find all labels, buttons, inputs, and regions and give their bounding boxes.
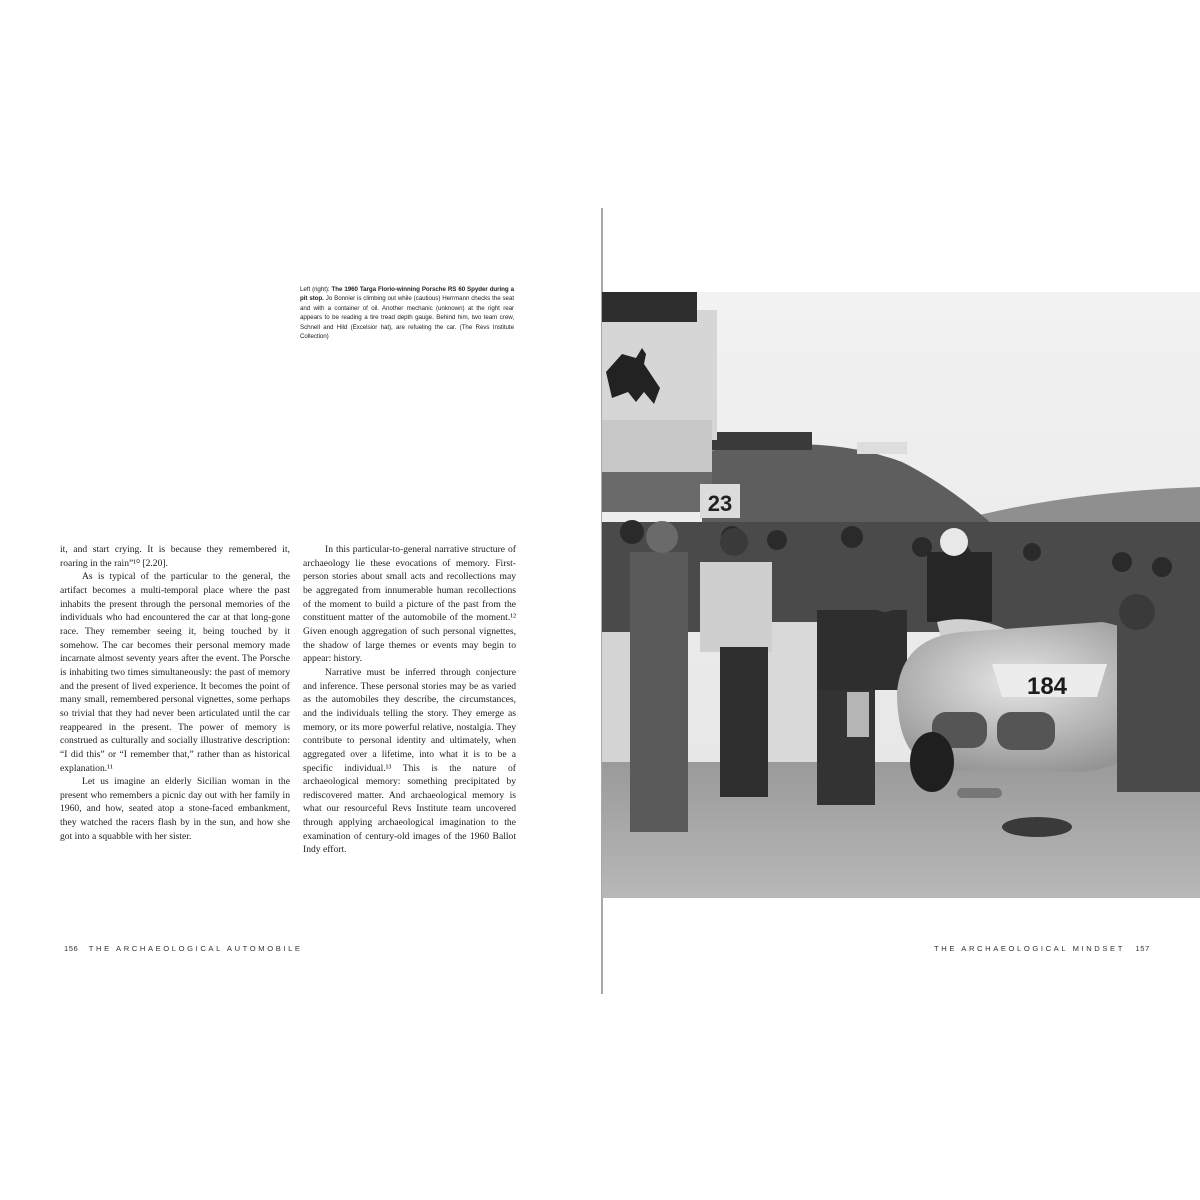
paragraph: In this particular-to-general narrative structure of archaeology lie these evocations of memory. First-person stories about small acts and recollections may be aggregated from innumerable human recollections of the moment to build a picture of the past from the constituent matter of the automobile of the moment.¹² Given enough aggregation of such personal vignettes, the shadow of large themes or events may begin to appear: history. bbox=[303, 544, 516, 665]
paragraph: Let us imagine an elderly Sicilian woman in the present who remembers a picnic day out with her family in 1960, and how, seated atop a stone-faced embankment, they watched the racers flash by in the sun, and how she got into a squabble with her sister. bbox=[60, 776, 290, 842]
caption-lead: Left (right): bbox=[300, 286, 330, 293]
paragraph: it, and start crying. It is because they remembered it, roaring in the rain”¹⁰ [2.20]. bbox=[60, 544, 290, 569]
race-number-23: 23 bbox=[707, 491, 733, 516]
paragraph: Narrative must be inferred through conjecture and inference. These personal stories may be as varied as the automobiles they describe, the circumstances, and the individuals telling the story. They emerge as memory, or its more powerful relative, nostalgia. They contribute to personal identity and ultimately, when aggregated over a lifetime, into what it is to be a specific individual.¹³ This is the nature of archaeological memory: something precipitated by rediscovered matter. And archaeological memory is what our resourceful Revs Institute team uncovered through applying archaeological imagination to the examination of century-old images of the 1960 Ballot Indy effort. bbox=[303, 666, 516, 856]
page-number: 156 bbox=[64, 944, 79, 953]
body-column-right bbox=[303, 543, 516, 857]
photo-caption bbox=[300, 285, 514, 341]
running-head: THE ARCHAEOLOGICAL MINDSET bbox=[934, 944, 1125, 953]
car-number-184: 184 bbox=[1026, 673, 1068, 700]
page-number: 157 bbox=[1135, 944, 1150, 953]
running-head: THE ARCHAEOLOGICAL AUTOMOBILE bbox=[88, 944, 303, 953]
pit-stop-photograph bbox=[602, 292, 1200, 898]
left-folio bbox=[58, 944, 303, 953]
right-folio bbox=[934, 944, 1156, 953]
paragraph: As is typical of the particular to the general, the artifact becomes a multi-temporal place where the past inhabits the present through the personal memories of the individuals who had encountered the car at that long-gone race. They remember seeing it, being touched by it somehow. The car becomes their personal memory made incarnate almost seventy years after the event. The Porsche is inhabiting two times simultaneously: the past of memory and the present of lived experience. It becomes the point of many small, remembered personal vignettes, some perhaps so trivial that they had never been articulated until the car reappeared in the present. The power of memory is construed as culturally and socially illustrative description: “I did this” or “I remember that,” rather than as historical explanation.¹¹ bbox=[60, 571, 290, 774]
body-column-left bbox=[60, 543, 290, 843]
caption-body: Jo Bonnier is climbing out while (cautious) Herrmann checks the seat and with a container of oil. Another mechanic (unknown) at the right rear appears to be reading a tire tread depth gauge. Behind him, two team crew, Schnell and Hild (Excelsior hat), are refueling the car. (The Revs Institute Collection) bbox=[300, 295, 515, 341]
caption-title: The 1960 Targa Florio-winning Porsche RS 60 Spyder during a pit stop. bbox=[300, 286, 514, 303]
